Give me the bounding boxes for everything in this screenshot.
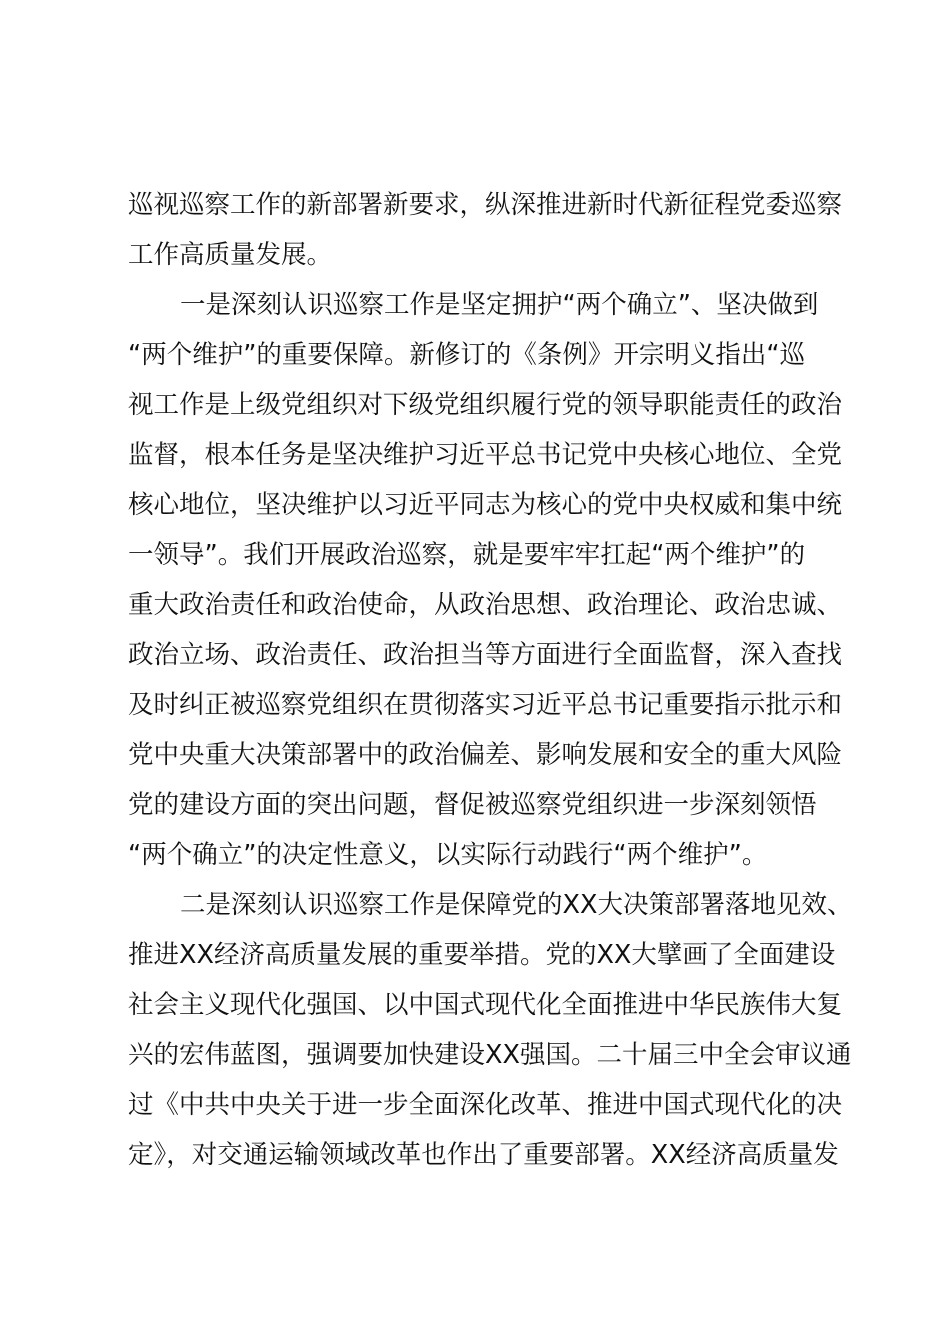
text-line: 巡视巡察工作的新部署新要求，纵深推进新时代新征程党委巡察 bbox=[128, 190, 843, 220]
text-line: “两个维护”的重要保障。新修订的《条例》开宗明义指出“巡 bbox=[128, 340, 806, 370]
text-line: 兴的宏伟蓝图，强调要加快建设XX强国。二十届三中全会审议通 bbox=[128, 1040, 852, 1070]
text-line: 重大政治责任和政治使命，从政治思想、政治理论、政治忠诚、 bbox=[128, 590, 843, 620]
text-line: 政治立场、政治责任、政治担当等方面进行全面监督，深入查找 bbox=[128, 640, 843, 670]
text-line: “两个确立”的决定性意义，以实际行动践行“两个维护”。 bbox=[128, 840, 768, 870]
text-line: 视工作是上级党组织对下级党组织履行党的领导职能责任的政治 bbox=[128, 390, 843, 420]
text-line: 监督，根本任务是坚决维护习近平总书记党中央核心地位、全党 bbox=[128, 440, 843, 470]
text-line: 过《中共中央关于进一步全面深化改革、推进中国式现代化的决 bbox=[128, 1090, 843, 1120]
text-line: 及时纠正被巡察党组织在贯彻落实习近平总书记重要指示批示和 bbox=[128, 690, 843, 720]
text-line: 党的建设方面的突出问题，督促被巡察党组织进一步深刻领悟 bbox=[128, 790, 817, 820]
text-line: 核心地位，坚决维护以习近平同志为核心的党中央权威和集中统 bbox=[128, 490, 843, 520]
text-line: 社会主义现代化强国、以中国式现代化全面推进中华民族伟大复 bbox=[128, 990, 843, 1020]
paragraph-first-line: 二是深刻认识巡察工作是保障党的XX大决策部署落地见效、 bbox=[180, 890, 853, 920]
text-line: 一领导”。我们开展政治巡察，就是要牢牢扛起“两个维护”的 bbox=[128, 540, 806, 570]
text-line: 工作高质量发展。 bbox=[128, 240, 333, 270]
text-line: 党中央重大决策部署中的政治偏差、影响发展和安全的重大风险 bbox=[128, 740, 843, 770]
paragraph-first-line: 一是深刻认识巡察工作是坚定拥护“两个确立”、坚决做到 bbox=[180, 290, 819, 320]
text-line: 推进XX经济高质量发展的重要举措。党的XX大擘画了全面建设 bbox=[128, 940, 836, 970]
body-text bbox=[128, 180, 858, 1180]
text-line: 定》，对交通运输领域改革也作出了重要部署。XX经济高质量发 bbox=[128, 1140, 839, 1170]
